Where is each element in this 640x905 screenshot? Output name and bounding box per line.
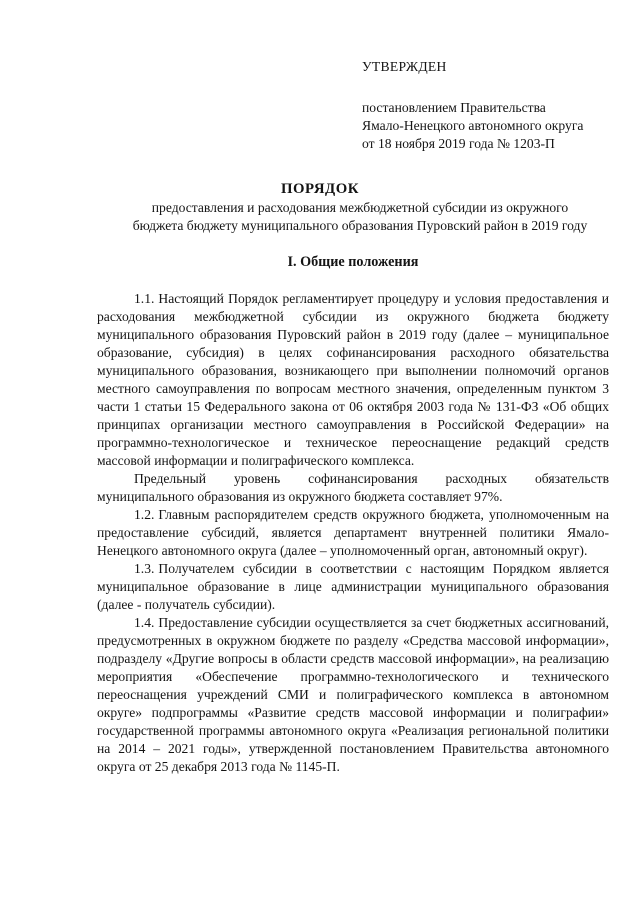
paragraph-number: 1.4. [134,615,155,630]
subtitle-line-1: предоставления и расходования межбюджетной субсидии из окружного [151,200,569,215]
approval-block [362,58,630,153]
document-title: ПОРЯДОК [281,181,359,197]
paragraph-number: 1.1. [134,291,155,306]
paragraph-cofinancing-level [97,470,609,506]
paragraph-text: Предельный уровень софинансирования расходных обязательств муниципального образования из окружного бюджета составляет 97%. [97,471,609,504]
approval-line-decree: постановлением Правительства [362,100,546,115]
paragraph-1-3 [97,560,609,614]
paragraph-text: Главным распорядителем средств окружного бюджета, уполномоченным на предоставление субсидий, является департамент внутренней политики Ямало-Ненецкого автономного округа (далее – уполномоченный орган, автономный округ). [97,507,609,558]
approval-line-date: от 18 ноября 2019 года № 1203-П [362,136,555,151]
paragraph-number: 1.2. [134,507,155,522]
paragraph-1-2 [97,506,609,560]
paragraph-text: Настоящий Порядок регламентирует процедуру и условия предоставления и расходования межбюджетной субсидии из окружного бюджета бюджету муниципального образования Пуровский район в 2019 году (далее – муниципальное образование, субсидия) в целях софинансирования расходного обязательства муниципального образования, возникающего при выполнении полномочий органов местного самоуправления по вопросам местного значения, определенным пунктом 3 части 1 статьи 15 Федерального закона от 06 октября 2003 года № 131-ФЗ «Об общих принципах организации местного самоуправления в Российской Федерации» на программно-технологическое и техническое переоснащение редакций средств массовой информации и полиграфического комплекса. [97,291,609,468]
subtitle-line-2: бюджета бюджету муниципального образования Пуровский район в 2019 году [132,217,588,233]
paragraph-1-1 [97,290,609,470]
section-heading: I. Общие положения [287,254,419,270]
document-body [97,290,609,776]
paragraph-text: Предоставление субсидии осуществляется за счет бюджетных ассигнований, предусмотренных в окружном бюджете по разделу «Средства массовой информации», подразделу «Другие вопросы в области средств массовой информации», на реализацию мероприятия «Обеспечение программно-технологического и технического переоснащения учреждений СМИ и полиграфического комплекса в автономном округе» подпрограммы «Развитие средств массовой информации и полиграфии» государственной программы автономного округа «Реализация региональной политики на 2014 – 2021 годы», утвержденной постановлением Правительства автономного округа от 25 декабря 2013 года № 1145-П. [97,615,609,774]
document-subtitle [60,199,640,234]
paragraph-1-4 [97,614,609,776]
paragraph-number: 1.3. [134,561,155,576]
approval-stamp-word: УТВЕРЖДЕН [362,59,447,74]
paragraph-text: Получателем субсидии в соответствии с настоящим Порядком является муниципальное образование в лице администрации муниципального образования (далее - получатель субсидии). [97,561,609,612]
approval-line-region: Ямало-Ненецкого автономного округа [362,118,584,133]
